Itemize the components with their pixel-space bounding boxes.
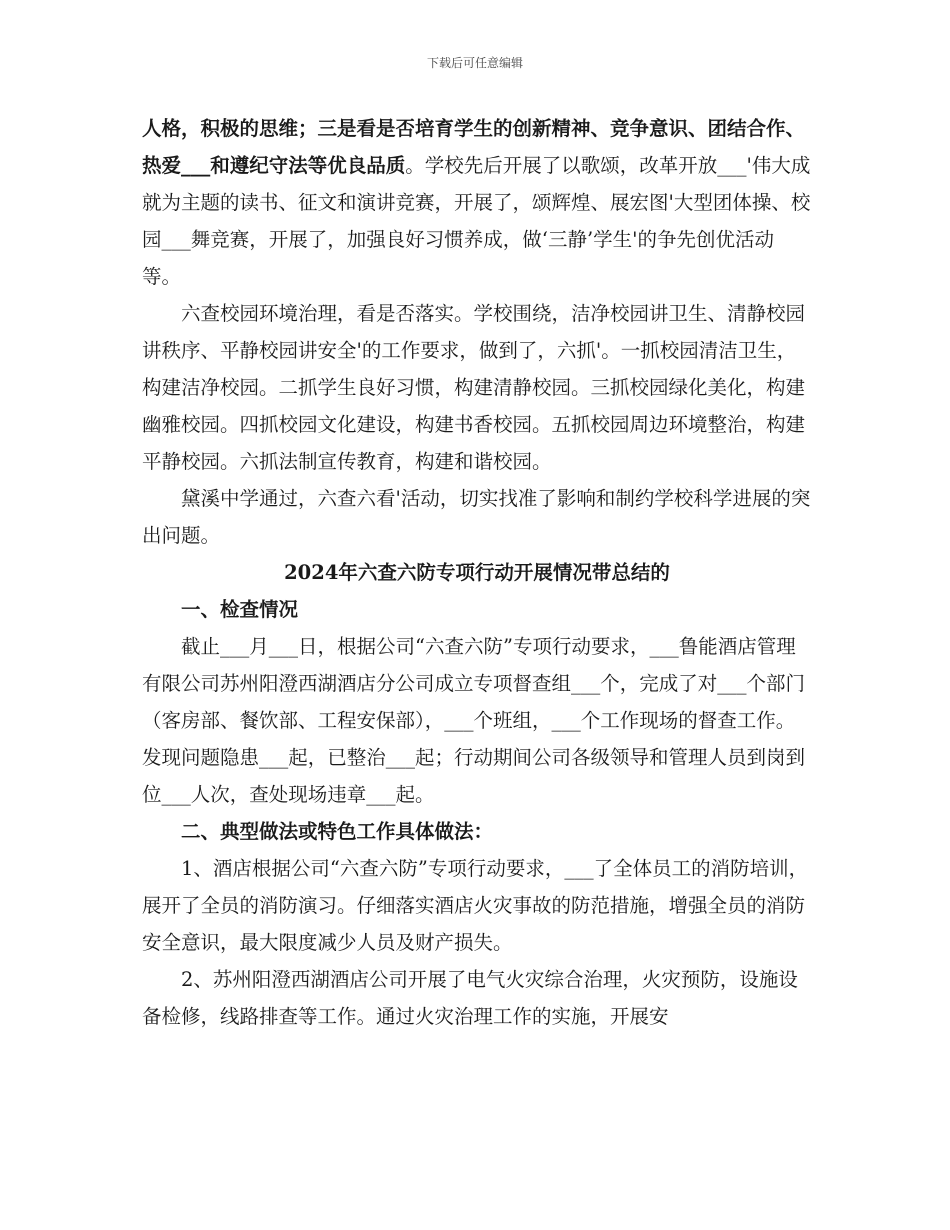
paragraph-environment: 六查校园环境治理，看是否落实。学校围绕，洁净校园讲卫生、清静校园讲秩序、平静校园讲安全'的工作要求，做到了，六抓'。一抓校园清洁卫生，构建洁净校园。二抓学生良好习惯，构建清静校园。三抓校园绿化美化，构建幽雅校园。四抓校园文化建设，构建书香校园。五抓校园周边环境整治，构建平静校园。六抓法制宣传教育，构建和谐校园。	[142, 302, 806, 473]
section-title: 2024年六查六防专项行动开展情况带总结的	[284, 561, 670, 584]
paragraph-inspection: 截止___月___日，根据公司“六查六防”专项行动要求，___鲁能酒店管理有限公司苏州阳澄西湖酒店分公司成立专项督查组___个，完成了对___个部门（客房部、餐饮部、工程安保部），___个班组，___个工作现场的督查工作。发现问题隐患___起，已整治___起；行动期间公司各级领导和管理人员到岗到位___人次，查处现场违章___起。	[142, 635, 806, 806]
page-header: 下载后可任意编辑	[426, 56, 523, 70]
bold-text: 人格，积极的思维；三是看是否培育学生的创新精神、竞争意识、团结合作、热爱___和遵纪守法等优良品质	[142, 117, 806, 177]
paragraph-text: 。学校先后开展了以歌颂，改革开放___'伟大成就为主题的读书、征文和演讲竞赛，开展了，颂辉煌、展宏图'大型团体操、校园___舞竞赛，开展了，加强良好习惯养成，做‘三静’学生'的争先创优活动等。	[142, 154, 811, 288]
paragraph-daixi: 黛溪中学通过，六查六看'活动，切实找准了影响和制约学校科学进展的突出问题。	[142, 487, 811, 547]
heading-practices: 二、典型做法或特色工作具体做法：	[181, 820, 494, 843]
paragraph-practice-1: 1、酒店根据公司“六查六防”专项行动要求，___了全体员工的消防培训，展开了全员的消防演习。仔细落实酒店火灾事故的防范措施，增强全员的消防安全意识，最大限度减少人员及财产损失。	[142, 857, 809, 954]
document-body	[142, 110, 812, 1035]
paragraph-practice-2: 2、苏州阳澄西湖酒店公司开展了电气火灾综合治理，火灾预防，设施设备检修，线路排查等工作。通过火灾治理工作的实施，开展安	[142, 968, 798, 1028]
paragraph-character	[142, 110, 812, 295]
heading-inspection: 一、检查情况	[181, 598, 299, 621]
